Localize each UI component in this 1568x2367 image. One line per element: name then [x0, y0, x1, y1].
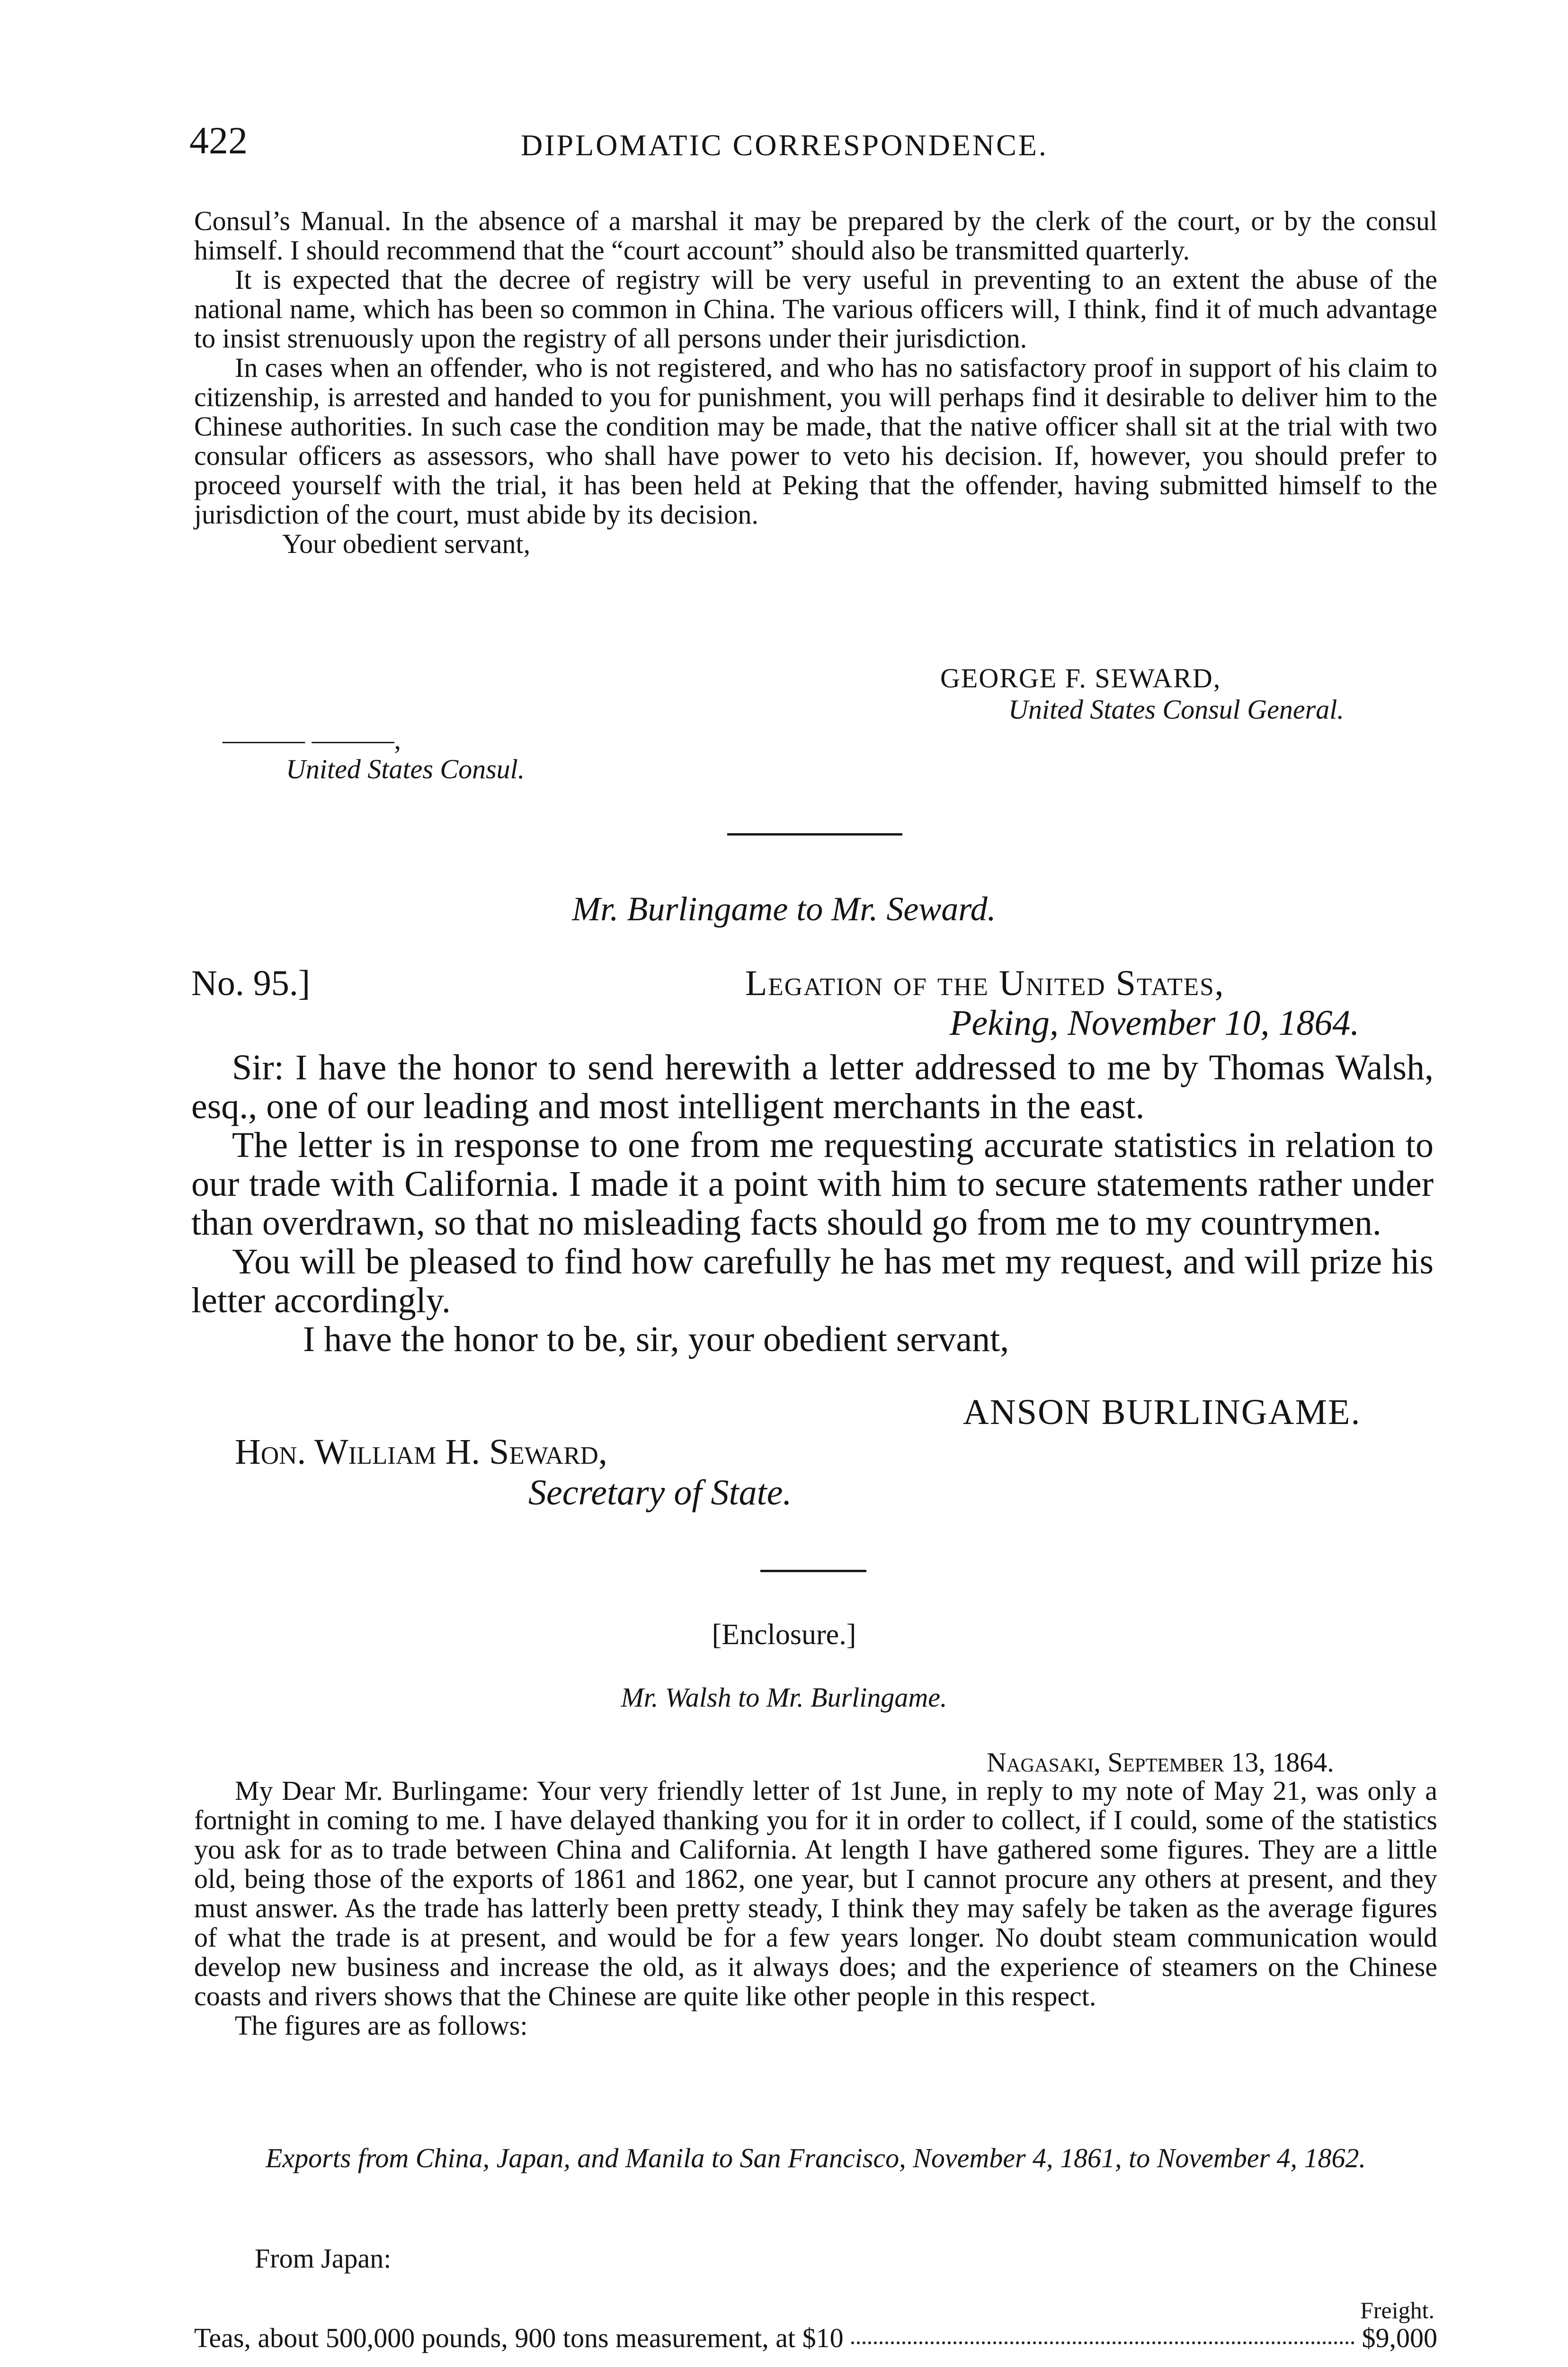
enclosure-label: [Enclosure.]	[712, 1619, 856, 1651]
dot-leader	[851, 2341, 1354, 2344]
dispatch-signature: ANSON BURLINGAME.	[963, 1392, 1361, 1432]
table-row-label: Teas, about 500,000 pounds, 900 tons measurement, at $10	[194, 2323, 844, 2353]
first-letter-signature: GEORGE F. SEWARD,	[940, 663, 1221, 694]
first-letter-paragraph: It is expected that the decree of registry will be very useful in preventing to an extent the abuse of the national name, which has been so common in China. The various officers will, I think, find it of much advantage to insist strenuously upon the registry of all persons under their jurisdiction.	[194, 264, 1437, 354]
table-caption: Exports from China, Japan, and Manila to San Francisco, November 4, 1861, to November 4, 1862.	[265, 2143, 1366, 2173]
first-letter-signature-title: United States Consul General.	[1008, 694, 1344, 725]
dispatch-paragraph: The letter is in response to one from me requesting accurate statistics in relation to our trade with California. I made it a point with him to secure statements rather under than overdrawn, so that no misleading facts should go from me to my countrymen.	[191, 1125, 1434, 1243]
dispatch-closing: I have the honor to be, sir, your obedient servant,	[303, 1319, 1009, 1359]
page-number: 422	[189, 119, 248, 162]
enclosure-place-date: Nagasaki, September 13, 1864.	[987, 1747, 1334, 1778]
dispatch-legation: Legation of the United States,	[745, 963, 1225, 1003]
section-divider	[760, 1570, 866, 1572]
first-letter-addressee-blank: ——— ———,	[223, 724, 401, 755]
dispatch-paragraph: You will be pleased to find how carefully he has met my request, and will prize his letter accordingly.	[191, 1242, 1434, 1320]
dispatch-recipient-name: Hon. William H. Seward,	[235, 1432, 607, 1472]
first-letter-paragraph: Consul’s Manual. In the absence of a marshal it may be prepared by the clerk of the court, or by the consul himself. I should recommend that the “court account” should also be transmitted quarterly.	[194, 205, 1437, 266]
running-title: DIPLOMATIC CORRESPONDENCE.	[521, 128, 1048, 162]
section-divider	[727, 833, 902, 836]
table-section-label: From Japan:	[255, 2243, 392, 2274]
table-row-value: $9,000	[1362, 2323, 1437, 2353]
enclosure-heading: Mr. Walsh to Mr. Burlingame.	[621, 1682, 947, 1713]
dispatch-heading: Mr. Burlingame to Mr. Seward.	[572, 890, 996, 928]
dispatch-recipient-title: Secretary of State.	[528, 1473, 792, 1513]
first-letter-body	[194, 206, 1437, 559]
first-letter-addressee-title: United States Consul.	[286, 754, 525, 784]
dispatch-number: No. 95.]	[191, 963, 311, 1003]
table-row	[194, 2323, 1437, 2353]
enclosure-paragraph: My Dear Mr. Burlingame: Your very friendly letter of 1st June, in reply to my note of May 21, was only a fortnight in coming to me. I have delayed thanking you for it in order to collect, if I could, some of the statistics you ask for as to trade between China and California. At length I have gathered some figures. They are a little old, being those of the exports of 1861 and 1862, one year, but I cannot procure any others at present, and they must answer. As the trade has latterly been pretty steady, I think they may safely be taken as the average figures of what the trade is at present, and would be for a few years longer. No doubt steam communication would develop new business and increase the old, as it always does; and the experience of steamers on the Chinese coasts and rivers shows that the Chinese are quite like other people in this respect.	[194, 1775, 1437, 2011]
enclosure-body	[194, 1776, 1437, 2040]
table-column-header: Freight.	[1360, 2297, 1434, 2323]
dispatch-paragraph: Sir: I have the honor to send herewith a letter addressed to me by Thomas Walsh, esq., one of our leading and most intelligent merchants in the east.	[191, 1048, 1434, 1126]
enclosure-paragraph: The figures are as follows:	[235, 2010, 528, 2041]
dispatch-body	[191, 1048, 1434, 1359]
first-letter-paragraph: In cases when an offender, who is not registered, and who has no satisfactory proof in support of his claim to citizenship, is arrested and handed to you for punishment, you will perhaps find it desirable to deliver him to the Chinese authorities. In such case the condition may be made, that the native officer shall sit at the trial with two consular officers as assessors, who shall have power to veto his decision. If, however, you should prefer to proceed yourself with the trial, it has been held at Peking that the offender, having submitted himself to the jurisdiction of the court, must abide by its decision.	[194, 352, 1437, 530]
dispatch-place-date: Peking, November 10, 1864.	[950, 1003, 1360, 1043]
first-letter-closing: Your obedient servant,	[282, 528, 531, 559]
